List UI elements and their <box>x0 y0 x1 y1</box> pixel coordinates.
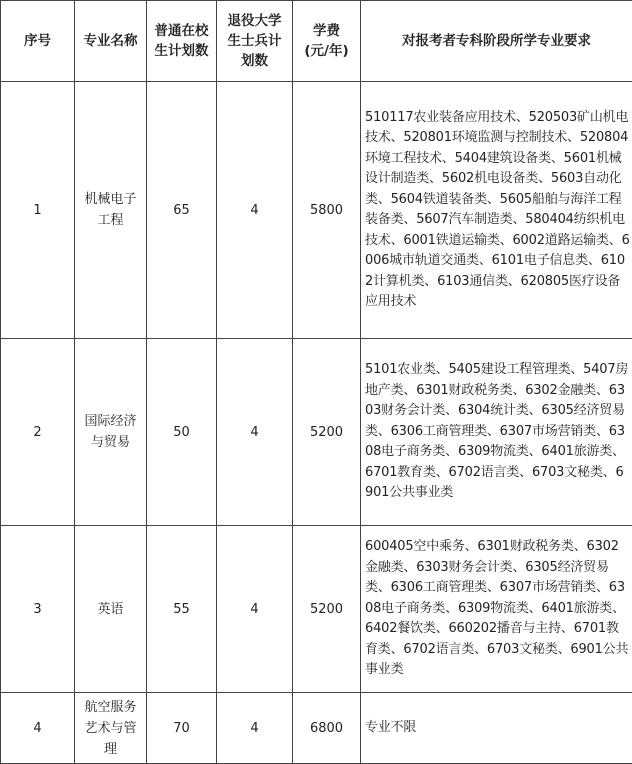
fee-cell: 5800 <box>293 82 361 339</box>
fee-cell: 5200 <box>293 339 361 526</box>
major-cell: 机械电子工程 <box>75 82 147 339</box>
fee-cell: 5200 <box>293 526 361 693</box>
plan-cell: 65 <box>147 82 217 339</box>
major-cell: 国际经济与贸易 <box>75 339 147 526</box>
header-plan: 普通在校生计划数 <box>147 1 217 82</box>
header-seq: 序号 <box>1 1 75 82</box>
plan-cell: 55 <box>147 526 217 693</box>
header-veteran: 退役大学生士兵计划数 <box>217 1 293 82</box>
veteran-cell: 4 <box>217 526 293 693</box>
header-row <box>1 1 632 82</box>
veteran-cell: 4 <box>217 82 293 339</box>
table-row <box>1 339 632 526</box>
requirement-cell: 5101农业类、5405建设工程管理类、5407房地产类、6301财政税务类、6302金融类、6303财务会计类、6304统计类、6305经济贸易类、6306工商管理类、6307市场营销类、6308电子商务类、6309物流类、6401旅游类、6701教育类、6702语言类、6703文秘类、6901公共事业类 <box>361 339 632 526</box>
header-major: 专业名称 <box>75 1 147 82</box>
veteran-cell: 4 <box>217 339 293 526</box>
veteran-cell: 4 <box>217 693 293 764</box>
header-fee: 学费(元/年) <box>293 1 361 82</box>
table-row <box>1 693 632 764</box>
major-cell: 英语 <box>75 526 147 693</box>
requirement-cell: 专业不限 <box>361 693 632 764</box>
header-requirement: 对报考者专科阶段所学专业要求 <box>361 1 632 82</box>
requirement-cell: 510117农业装备应用技术、520503矿山机电技术、520801环境监测与控制技术、520804环境工程技术、5404建筑设备类、5601机械设计制造类、5602机电设备类、5603自动化类、5604铁道装备类、5605船舶与海洋工程装备类、5607汽车制造类、580404纺织机电技术、6001铁道运输类、6002道路运输类、6006城市轨道交通类、6101电子信息类、6102计算机类、6103通信类、620805医疗设备应用技术 <box>361 82 632 339</box>
plan-cell: 70 <box>147 693 217 764</box>
plan-cell: 50 <box>147 339 217 526</box>
seq-cell: 4 <box>1 693 75 764</box>
fee-cell: 6800 <box>293 693 361 764</box>
table-row <box>1 82 632 339</box>
seq-cell: 2 <box>1 339 75 526</box>
seq-cell: 1 <box>1 82 75 339</box>
seq-cell: 3 <box>1 526 75 693</box>
requirement-cell: 600405空中乘务、6301财政税务类、6302金融类、6303财务会计类、6305经济贸易类、6306工商管理类、6307市场营销类、6308电子商务类、6309物流类、6401旅游类、6402餐饮类、660202播音与主持、6701教育类、6702语言类、6703文秘类、6901公共事业类 <box>361 526 632 693</box>
table-row <box>1 526 632 693</box>
major-cell: 航空服务艺术与管理 <box>75 693 147 764</box>
